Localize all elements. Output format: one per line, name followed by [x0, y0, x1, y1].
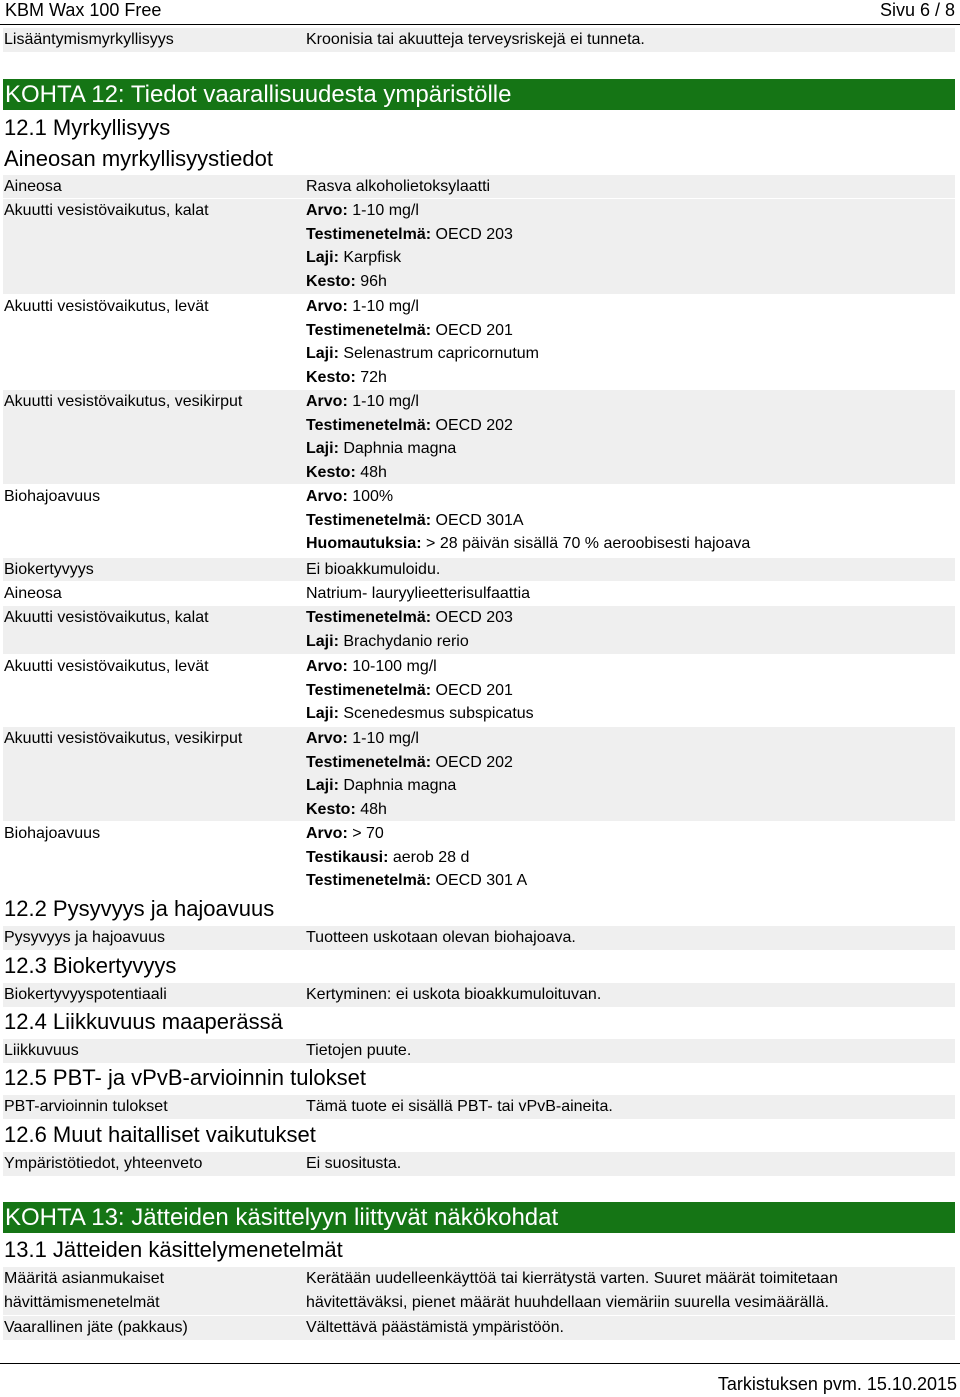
field-value: Daphnia magna	[343, 777, 457, 795]
field-value: Daphnia magna	[343, 440, 457, 458]
field-key: Kesto:	[306, 800, 356, 818]
field-key: Testimenetelmä:	[306, 225, 432, 243]
field-key: Testimenetelmä:	[306, 511, 432, 529]
field-key: Kesto:	[306, 368, 356, 386]
field-key: Arvo:	[306, 298, 348, 315]
field-value: 96h	[360, 272, 387, 290]
row-value-line	[306, 485, 951, 509]
row-value	[306, 175, 951, 199]
toxicity-row	[3, 558, 955, 581]
field-key: Testimenetelmä:	[306, 321, 432, 339]
subsection-12-3: 12.3 Biokertyvyys	[4, 953, 177, 978]
row-label: Akuutti vesistövaikutus, kalat	[4, 609, 209, 626]
row-value	[306, 558, 951, 582]
field-key: Laji:	[306, 632, 339, 650]
row-label: Akuutti vesistövaikutus, levät	[4, 298, 209, 315]
row-label: Akuutti vesistövaikutus, vesikirput	[4, 730, 243, 747]
page-number: Sivu 6 / 8	[879, 0, 955, 20]
field-value: 1-10 mg/l	[352, 393, 419, 410]
row-label: Vaarallinen jäte (pakkaus)	[4, 1319, 188, 1336]
toxicity-row	[3, 606, 955, 654]
row-value: Ei suositusta.	[306, 1155, 402, 1172]
field-value: Scenedesmus subspicatus	[343, 705, 534, 723]
subsection-12-5: 12.5 PBT- ja vPvB-arvioinnin tulokset	[4, 1065, 366, 1090]
subsection-12-6: 12.6 Muut haitalliset vaikutukset	[4, 1122, 316, 1147]
field-key: Laji:	[306, 777, 339, 795]
field-key: Arvo:	[306, 488, 348, 505]
row-value-line	[306, 822, 951, 846]
field-value: OECD 202	[435, 416, 513, 434]
field-value: OECD 202	[435, 753, 513, 771]
row-value-line	[306, 606, 951, 630]
toxicity-reproduction-row	[3, 28, 955, 52]
field-key: Arvo:	[306, 202, 348, 219]
row-value-line	[306, 390, 951, 414]
field-value: 10-100 mg/l	[352, 658, 437, 675]
row-label: Akuutti vesistövaikutus, levät	[4, 658, 209, 675]
row-value-line	[306, 414, 951, 438]
row-value-line	[306, 774, 951, 798]
field-value: > 28 päivän sisällä 70 % aeroobisesti hajoava	[426, 535, 751, 553]
section-title: KOHTA 12: Tiedot vaarallisuudesta ympäristölle	[5, 81, 512, 108]
persistence-row	[3, 926, 955, 950]
pbt-row	[3, 1095, 955, 1119]
field-value: 1-10 mg/l	[352, 298, 419, 315]
field-key: Laji:	[306, 345, 339, 363]
toxicity-row	[3, 727, 955, 821]
toxicity-row	[3, 655, 955, 726]
row-label-line: Määritä asianmukaiset	[4, 1270, 165, 1287]
other-effects-row	[3, 1152, 955, 1176]
toxicity-row	[3, 390, 955, 484]
field-value: Natrium- lauryylieetterisulfaattia	[306, 585, 531, 602]
row-value-line	[306, 798, 951, 822]
field-value: 100%	[352, 488, 394, 505]
row-label: Lisääntymismyrkyllisyys	[4, 31, 174, 48]
field-key: Testimenetelmä:	[306, 753, 432, 771]
section-title: KOHTA 13: Jätteiden käsittelyyn liittyvät näkökohdat	[5, 1204, 559, 1231]
section-12-header	[3, 79, 955, 110]
row-value	[306, 727, 951, 821]
row-value: Vältettävä päästämistä ympäristöön.	[306, 1319, 564, 1336]
row-value-line	[306, 846, 951, 870]
row-value-line	[306, 319, 951, 343]
field-key: Testikausi:	[306, 848, 389, 866]
row-value	[306, 582, 951, 606]
row-label: Aineosa	[4, 585, 62, 602]
toxicity-row	[3, 582, 955, 605]
row-label: Biokertyvyys	[4, 561, 94, 578]
field-key: Testimenetelmä:	[306, 609, 432, 626]
row-value-line	[306, 199, 951, 223]
row-value-line: hävitettäväksi, pienet määrät huuhdellaan viemäriin suurella vesimäärällä.	[306, 1293, 829, 1311]
row-value-line	[306, 679, 951, 703]
field-key: Arvo:	[306, 730, 348, 747]
row-value: Tämä tuote ei sisällä PBT- tai vPvB-aineita.	[306, 1098, 613, 1115]
field-value: 1-10 mg/l	[352, 730, 419, 747]
field-value: OECD 201	[435, 681, 513, 699]
row-value-line	[306, 582, 951, 606]
subsection-12-2: 12.2 Pysyvyys ja hajoavuus	[4, 896, 275, 921]
field-key: Kesto:	[306, 463, 356, 481]
row-value-line	[306, 366, 951, 390]
field-value: Ei bioakkumuloidu.	[306, 561, 441, 578]
row-label: Ympäristötiedot, yhteenveto	[4, 1155, 203, 1172]
field-value: Rasva alkoholietoksylaatti	[306, 178, 491, 195]
row-value-line	[306, 727, 951, 751]
field-value: OECD 203	[435, 225, 513, 243]
row-value-line	[306, 342, 951, 366]
toxicity-row	[3, 199, 955, 294]
field-value: OECD 203	[435, 609, 513, 626]
row-label: PBT-arvioinnin tulokset	[4, 1098, 168, 1115]
row-label: Aineosa	[4, 178, 62, 195]
bioaccumulation-row	[3, 983, 955, 1007]
row-value-line	[306, 175, 951, 199]
field-value: OECD 301A	[435, 511, 524, 529]
footer-divider	[0, 1363, 960, 1364]
row-value-line	[306, 270, 951, 294]
row-value-line	[306, 751, 951, 775]
disposal-methods-row	[3, 1267, 955, 1315]
row-value-line	[306, 223, 951, 247]
row-value-line	[306, 702, 951, 726]
field-key: Laji:	[306, 705, 339, 723]
row-label: Biokertyvyyspotentiaali	[4, 986, 167, 1003]
revision-date: Tarkistuksen pvm. 15.10.2015	[717, 1374, 957, 1394]
row-value: Tietojen puute.	[306, 1042, 412, 1059]
row-value-line: Kerätään uudelleenkäyttöä tai kierrätystä varten. Suuret määrät toimitetaan	[306, 1270, 838, 1287]
row-value-line	[306, 558, 951, 582]
row-value	[306, 822, 951, 893]
row-value-line	[306, 869, 951, 893]
row-value	[306, 390, 951, 484]
subsection-12-1: 12.1 Myrkyllisyys	[4, 115, 171, 140]
row-label: Biohajoavuus	[4, 488, 101, 505]
row-value	[306, 485, 951, 556]
field-key: Huomautuksia:	[306, 535, 422, 553]
row-label: Pysyvyys ja hajoavuus	[4, 929, 165, 946]
field-value: 48h	[360, 463, 387, 481]
field-key: Arvo:	[306, 658, 348, 675]
row-value	[306, 295, 951, 389]
field-key: Testimenetelmä:	[306, 872, 432, 890]
header-divider	[0, 24, 960, 25]
row-value-line	[306, 532, 951, 556]
field-value: OECD 301 A	[435, 872, 528, 890]
row-value-line	[306, 509, 951, 533]
row-value-line	[306, 461, 951, 485]
subsection-12-1-b: Aineosan myrkyllisyystiedot	[4, 146, 273, 171]
toxicity-row	[3, 295, 955, 389]
row-label	[4, 1267, 164, 1314]
field-key: Arvo:	[306, 393, 348, 410]
row-label: Liikkuvuus	[4, 1042, 79, 1059]
field-key: Testimenetelmä:	[306, 681, 432, 699]
field-value: aerob 28 d	[392, 848, 470, 866]
row-value-line	[306, 246, 951, 270]
field-value: > 70	[352, 825, 384, 842]
row-value: Tuotteen uskotaan olevan biohajoava.	[306, 929, 576, 946]
toxicity-row	[3, 485, 955, 557]
product-name: KBM Wax 100 Free	[5, 0, 162, 20]
toxicity-row	[3, 175, 955, 198]
row-value	[306, 655, 951, 726]
row-value-line	[306, 655, 951, 679]
field-key: Arvo:	[306, 825, 348, 842]
field-value: Selenastrum capricornutum	[343, 345, 539, 363]
field-value: 72h	[360, 368, 387, 386]
row-label-line: hävittämismenetelmät	[4, 1293, 160, 1311]
field-key: Laji:	[306, 440, 339, 458]
row-label: Biohajoavuus	[4, 825, 101, 842]
field-value: Karpfisk	[343, 249, 402, 267]
field-key: Laji:	[306, 249, 339, 267]
hazardous-waste-row	[3, 1316, 955, 1340]
row-label: Akuutti vesistövaikutus, vesikirput	[4, 393, 243, 410]
row-value-line	[306, 295, 951, 319]
field-key: Testimenetelmä:	[306, 416, 432, 434]
field-value: 48h	[360, 800, 387, 818]
field-value: Brachydanio rerio	[343, 632, 469, 650]
section-13-header	[3, 1202, 955, 1233]
row-value-line	[306, 630, 951, 654]
field-value: 1-10 mg/l	[352, 202, 419, 219]
toxicity-row	[3, 822, 955, 893]
row-value: Kertyminen: ei uskota bioakkumuloituvan.	[306, 986, 602, 1003]
row-value: Kroonisia tai akuutteja terveysriskejä ei tunneta.	[306, 31, 645, 48]
row-value-line	[306, 437, 951, 461]
subsection-13-1: 13.1 Jätteiden käsittelymenetelmät	[4, 1237, 343, 1262]
mobility-row	[3, 1039, 955, 1063]
field-value: OECD 201	[435, 321, 513, 339]
row-value	[306, 199, 951, 293]
subsection-12-4: 12.4 Liikkuvuus maaperässä	[4, 1009, 283, 1034]
row-value	[306, 606, 951, 653]
field-key: Kesto:	[306, 272, 356, 290]
row-value	[306, 1267, 951, 1314]
row-label: Akuutti vesistövaikutus, kalat	[4, 202, 209, 219]
